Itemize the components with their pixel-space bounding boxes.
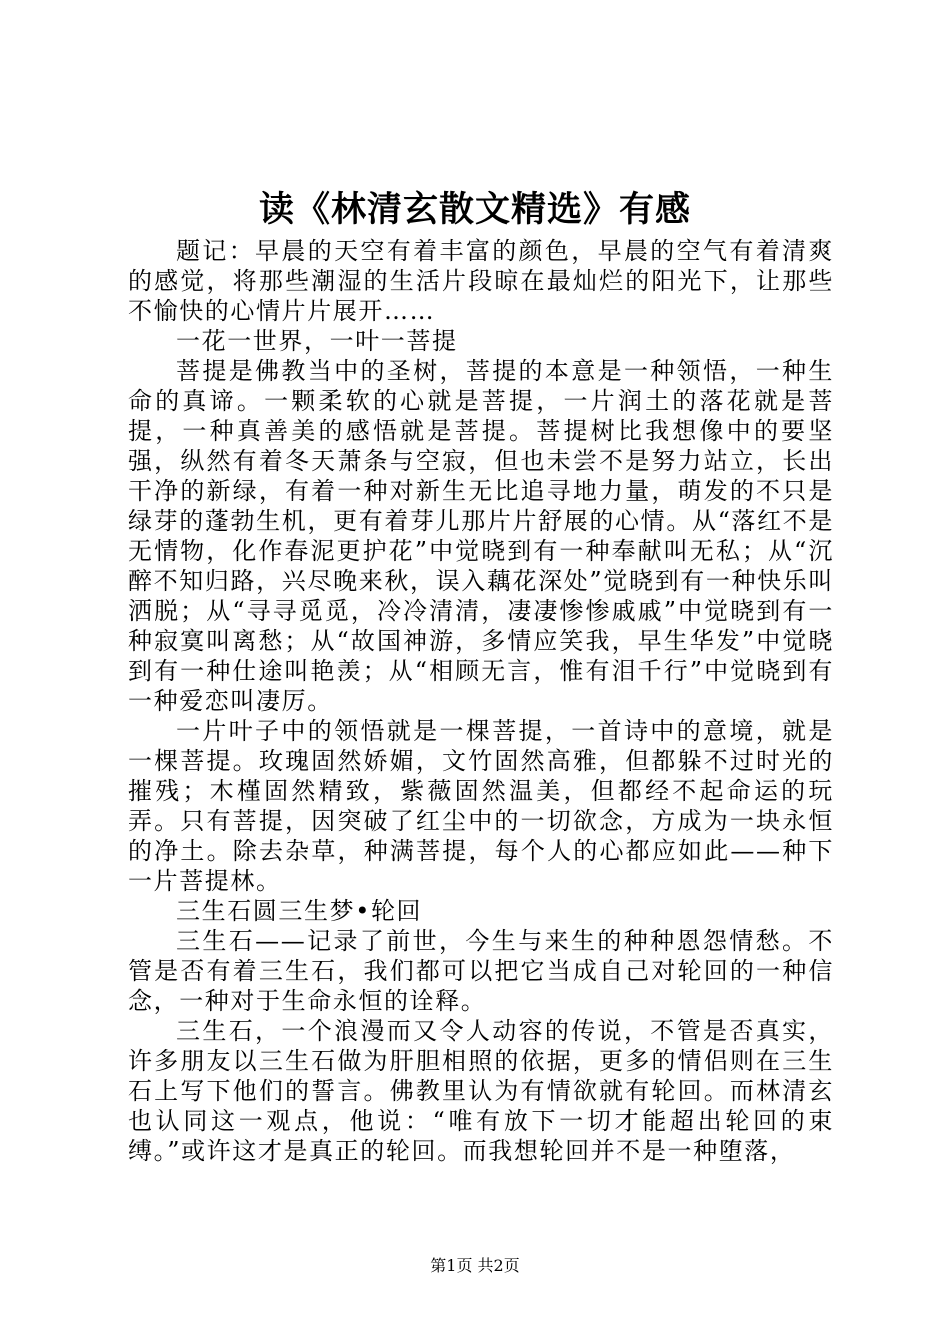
paragraph: 菩提是佛教当中的圣树，菩提的本意是一种领悟，一种生命的真谛。一颗柔软的心就是菩提，一片润土的落花就是菩提，一种真善美的感悟就是菩提。菩提树比我想像中的要坚强，纵然有着冬天萧条与空寂，但也未尝不是努力站立，长出干净的新绿，有着一种对新生无比追寻地力量，萌发的不只是绿芽的蓬勃生机，更有着芽儿那片片舒展的心情。从“落红不是无情物，化作春泥更护花”中觉晓到有一种奉献叫无私；从“沉醉不知归路，兴尽晚来秋，误入藕花深处”觉晓到有一种快乐叫洒脱；从“寻寻觅觅，冷冷清清，凄凄惨惨戚戚”中觉晓到有一种寂寞叫离愁；从“故国神游，多情应笑我，早生华发”中觉晓到有一种仕途叫艳羡；从“相顾无言，惟有泪千行”中觉晓到有一种爱恋叫凄厉。 (128, 357, 834, 715)
section-heading-bodhi: 一花一世界，一叶一菩提 (176, 327, 458, 355)
paragraph: 三生石，一个浪漫而又令人动容的传说，不管是否真实，许多朋友以三生石做为肝胆相照的依据，更多的情侣则在三生石上写下他们的誓言。佛教里认为有情欲就有轮回。而林清玄也认同这一观点，他说：“唯有放下一切才能超出轮回的束缚。”或许这才是真正的轮回。而我想轮回并不是一种堕落， (128, 1017, 834, 1165)
page-number-footer: 第1页 共2页 (430, 1256, 520, 1275)
paragraph: 三生石——记录了前世，今生与来生的种种恩怨情愁。不管是否有着三生石，我们都可以把它当成自己对轮回的一种信念，一种对于生命永恒的诠释。 (128, 927, 834, 1015)
paragraph: 一片叶子中的领悟就是一棵菩提，一首诗中的意境，就是一棵菩提。玫瑰固然娇媚，文竹固然高雅，但都躲不过时光的摧残；木槿固然精致，紫薇固然温美，但都经不起命运的玩弄。只有菩提，因突破了红尘中的一切欲念，方成为一块永恒的净土。除去杂草，种满菩提，每个人的心都应如此——种下一片菩提林。 (128, 717, 834, 895)
paragraph-epigraph: 题记：早晨的天空有着丰富的颜色，早晨的空气有着清爽的感觉，将那些潮湿的生活片段晾在最灿烂的阳光下，让那些不愉快的心情片片展开…… (128, 237, 834, 325)
section-heading-reincarnation: 三生石圆三生梦•轮回 (176, 897, 423, 925)
document-body (128, 236, 834, 1166)
document-title: 读《林清玄散文精选》有感 (258, 189, 691, 230)
